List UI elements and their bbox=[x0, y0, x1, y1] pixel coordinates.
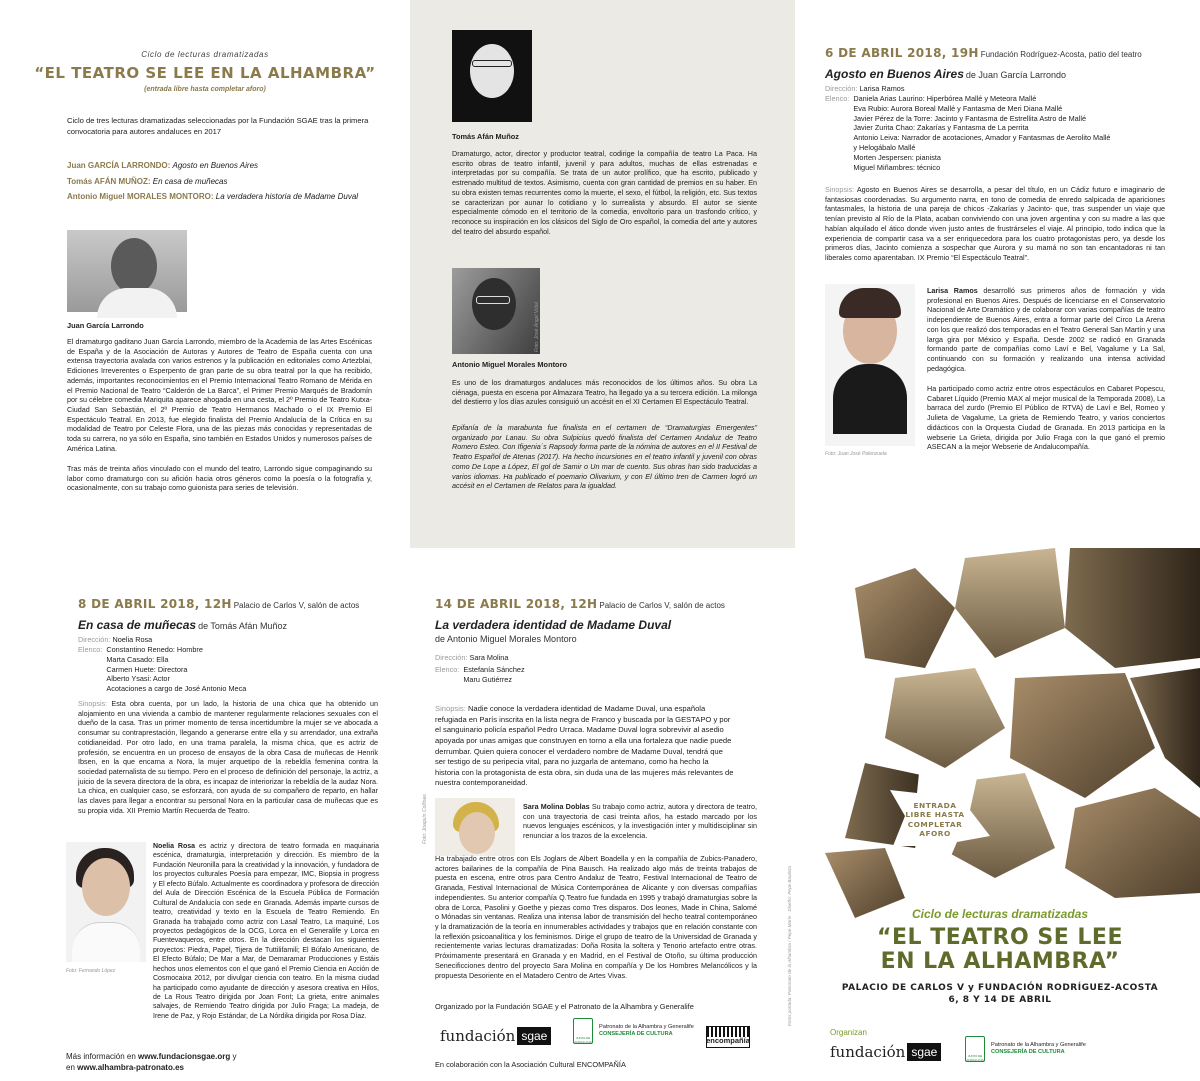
play-title: En casa de muñecas bbox=[78, 618, 197, 632]
photo-juan-garcia-larrondo bbox=[67, 230, 187, 312]
panel-reading-2 bbox=[0, 548, 410, 1081]
logo-fundacion-sgae: fundación sgae bbox=[440, 1026, 551, 1046]
panel-reading-1 bbox=[795, 0, 1200, 548]
work-item: Antonio Miguel MORALES MONTORO: La verdadera historia de Madame Duval bbox=[67, 192, 359, 202]
bio-larisa-1: Larisa Ramos desarrolló sus primeros años de formación y vida profesional en Buenos Aires. Después de licenciarse en el Conservatorio Nacional de Arte Dramático y de colaborar con varias compañías de teatro independiente de Buenos Aires, entra a formar parte del Circo La Arena con los que realizó dos temporadas en el Teatro General San Martín y una larga gira por México y España. Desde 2002 se radicó en Granada formando parte de compañías como Laví e Bel, Vagalume y La Sal, continuando con su formación y realizando una intensa actividad pedagógica. bbox=[927, 286, 1166, 373]
cast-item: y Helogábalo Mallé bbox=[853, 143, 916, 153]
bio-larrondo-2: Tras más de treinta años vinculado con el mundo del teatro, Larrondo sigue compaginando su labor como dramaturgo con su afición hacia otros géneros como la poesía o la fotografía y, ocasionalmente, con su trabajo como guionista para series de televisión. bbox=[67, 464, 372, 493]
synopsis: Sinopsis: Agosto en Buenos Aires se desarrolla, a pesar del título, en un Cádiz futuro e imaginario de fantasiosas coordenadas. Su argumento narra, en tono de comedia de enredo salpicada de apariciones fantasmales, la historia de una pareja de chicos -Zakarías y Jacinto- que, tras suspender un viaje que tenían previsto al Río de la Plata, acaban conviviendo con una joven argentina y con su madre a las que habían alquilado el ático donde viven justo antes de frustrárseles el viaje. Al principio, todo indica que la experiencia de compartir casa va a ser enriquecedora para los cuatro protagonistas pero, ya desde los primeros días, Jacinto comienza a sospechar que Aurora y su mamá no son tan encantadoras ni tan liberales como aparentaban. IX Premio “El Espectáculo Teatral”. bbox=[825, 185, 1165, 263]
play-author: de Antonio Miguel Morales Montoro bbox=[435, 634, 577, 644]
event-date: 6 DE ABRIL 2018, 19H bbox=[825, 46, 979, 60]
collage-shape bbox=[1065, 548, 1200, 668]
cast-item: Constantino Renedo: Hombre bbox=[106, 644, 203, 654]
collage-shape bbox=[955, 548, 1065, 658]
intro-text: Ciclo de tres lecturas dramatizadas seleccionadas por la Fundación SGAE tras la primera convocatoria para autores andaluces en 2017 bbox=[67, 116, 369, 136]
bio-sara-2: Ha trabajado entre otros con Els Joglars de Albert Boadella y en la compañía de Zubics-Panadero, actores bailarines de la compañía de Pina Bausch. Ha realizado algo más de treinta trabajos de puesta en escena, entre otros para Centro Andaluz de Teatro, Festival Internacional de Teatro de Granada, Festival Internacional de Música Contemporánea de Alicante y con diversas compañías independientes. Su anterior compañía Q.Teatro fue fundada en 1995 y trabajó dramaturgias sobre la obra de Lorca, Pasolini y Goethe y piezas como Tres disparos. Dos leones, Made in China, Salomé o Mónadas sin ventanas. Realiza una intensa labor de transmisión del hecho teatral contemporáneo y la dramatización de la teoría en innumerables actividades y trabajos que en relación constante con la reflexión psicoanalítica y los feminismos. Dirige el grupo de teatro de la Universidad de Granada y recientemente varias lecturas dramatizadas: Doña Rosita la soltera y Tenorio artefacto entre otras. Próximamente presentará en Granada y en Madrid, en el Festival de Otoño, su última producción Senecificciones dentro del proyecto Sara Molina en compañía y De los Hombres Melancólicos y la propuesta Desoriente en el Matadero Centro de Artes Vivas. bbox=[435, 854, 757, 980]
cast-item: Carmen Huete: Directora bbox=[106, 664, 188, 674]
play-title: La verdadera identidad de Madame Duval bbox=[435, 618, 672, 632]
collage-shape bbox=[1065, 788, 1200, 898]
synopsis: Sinopsis: Nadie conoce la verdadera identidad de Madame Duval, una española refugiada en París inscrita en la lista negra de Franco y buscada por la GESTAPO y por el sanguinario policía español Pedro Urraca. Madame Duval logra sobrevivir al asedio apoyada por unas amigas que construyen en torno a ella una fortaleza que nadie puede derrumbar. Quien quiera conocer el verdadero nombre de Madame Duval, tendrá que ser testigo de su peripecia vital, para no juzgarla de antemano, como ha hecho la historia con la protagonista de esta obra, sin duda una de las mujeres más relevantes de nuestra contemporaneidad. bbox=[435, 704, 734, 788]
event-venue: Palacio de Carlos V, salón de actos bbox=[233, 601, 360, 610]
bio-afan: Dramaturgo, actor, director y productor teatral, codirige la compañía de teatro La Paca. Ha escrito obras de teatro infantil, juvenil y para adultos, muchas de ellas estrenadas e interpretadas por su compañía. Se trata de un autor prolífico, que ha escrito, publicado y estrenado multitud de textos. Asimismo, cuenta con gran cantidad de premios en su haber. En su obra existen temas recurrentes como la muerte, el sexo, el fútbol, la religión, etc. Sus textos se caracterizan por aunar lo cotidiano y lo surrealista y absurdo. El autor se siente especialmente cómodo en el territorio de la comedia, envoltorio para un trasfondo crítico, y reconoce su inspiración en los clásicos del Siglo de Oro español, la comedia del arte y autores del teatro del absurdo español. bbox=[452, 149, 757, 236]
director-name: Larisa Ramos bbox=[859, 84, 905, 93]
work-item: Juan GARCÍA LARRONDO: Agosto en Buenos Aires bbox=[67, 161, 259, 170]
play-author: de Juan García Larrondo bbox=[965, 70, 1066, 80]
cast-item: Maru Gutiérrez bbox=[463, 674, 513, 684]
panel-intro bbox=[0, 0, 410, 548]
cast-item: Antonio Leiva: Narrador de acotaciones, Amador y Fantasmas de Aerolito Mallé bbox=[853, 133, 1111, 143]
cast-item: Estefanía Sánchez bbox=[463, 664, 525, 674]
organizan-label: Organizan bbox=[830, 1028, 867, 1037]
cycle-title: “EL TEATRO SE LEE EN LA ALHAMBRA” bbox=[34, 64, 376, 82]
link-alhambra-patronato[interactable]: www.alhambra-patronato.es bbox=[77, 1062, 184, 1072]
play-heading bbox=[78, 617, 287, 633]
panel-reading-3 bbox=[410, 548, 795, 1081]
credits-block: Dirección: Larisa Ramos Elenco: Daniela Arias Laurino: Hiperbórea Mallé y Meteora Mallé Eva Rubio: Aurora Boreal Mallé y Fantasma de Meri Diana Mallé Javier Pérez de la Torre: Jacinto y Fantasma de Estrellita Astro de Mallé Javier Zurita Chao: Zakarías y Fantasma de La perrita Antonio Leiva: Narrador de acotaciones, Amador y Fantasmas de Aerolito Mallé y Helogábalo Mallé Morten Jespersen: pianista Miguel Miñambres: técnico bbox=[825, 84, 1111, 172]
bio-larisa-2: Ha participado como actriz entre otros espectáculos en Cabaret Popescu, Cabaret Líquido (Premio MAX al mejor musical de la Temporada 2008), La barraca del zurdo (Premio El Público de RTVA) de Laví e Bel, Romeo y Julieta de Vagalume, La grieta de Remiendo Teatro, y varios conciertos didácticos con la Orquesta Ciudad de Granada. En 2013 participa en la webserie La Grieta, dirigida por Julio Fraga con la que ganó el premio ASECAN a la mejor Webserie de Andalucompañía. bbox=[927, 384, 1165, 452]
photo-credit: Foto: Juan José Palenzuela bbox=[825, 451, 887, 457]
cast-item: Eva Rubio: Aurora Boreal Mallé y Fantasma de Meri Diana Mallé bbox=[853, 103, 1063, 113]
patronato-logo: Patronato de la Alhambra y Generalife CONSEJERÍA DE CULTURA bbox=[991, 1042, 1086, 1056]
encompania-logo: encompañía bbox=[706, 1026, 750, 1048]
portrait-face bbox=[82, 858, 130, 916]
portrait-shirt bbox=[833, 364, 907, 434]
director-name: Noelia Rosa bbox=[112, 635, 153, 644]
collage-shape bbox=[1010, 673, 1155, 798]
junta-andalucia-logo: JUNTA DE ANDALUCIA bbox=[573, 1018, 593, 1044]
photo-sara-molina bbox=[435, 798, 515, 856]
portrait-face bbox=[111, 238, 157, 294]
play-title: Agosto en Buenos Aires bbox=[825, 67, 964, 81]
cover-title: “EL TEATRO SE LEE EN LA ALHAMBRA” bbox=[877, 925, 1123, 975]
photo-credit: Foto: Joaquín Collinas bbox=[422, 794, 428, 844]
photo-noelia-rosa bbox=[66, 842, 146, 962]
credits-block: Dirección: Noelia Rosa Elenco: Constantino Renedo: Hombre Marta Casado: Ella Carmen Huete: Directora Alberto Ysasi: Actor Acotaciones a cargo de José Antonio Meca bbox=[78, 635, 247, 694]
link-fundacionsgae[interactable]: www.fundacionsgae.org bbox=[138, 1052, 231, 1061]
photo-larisa-ramos bbox=[825, 284, 915, 446]
glasses-icon bbox=[472, 60, 512, 67]
portrait-shirt bbox=[97, 288, 177, 318]
cover-venues: PALACIO DE CARLOS V y FUNDACIÓN RODRÍGUEZ-ACOSTA bbox=[841, 983, 1159, 993]
cast-item: Morten Jespersen: pianista bbox=[853, 152, 941, 162]
portrait-face bbox=[472, 278, 516, 330]
work-item: Tomás AFÁN MUÑOZ: En casa de muñecas bbox=[67, 176, 228, 186]
bio-morales-1: Es uno de los dramaturgos andaluces más reconocidos de los últimos años. Su obra La ciénaga, puesta en escena por Almazara Teatro, ha llegado ya a su tercera edición. La milonga del destierro y los días azules consiguió un accésit en el XI Certamen El Espectáculo Teatral. bbox=[452, 378, 757, 407]
event-header bbox=[825, 45, 1142, 61]
portrait-hair bbox=[839, 288, 901, 318]
event-date: 8 DE ABRIL 2018, 12H bbox=[78, 597, 232, 611]
photo-antonio-morales bbox=[452, 268, 540, 354]
bio-sara-1: Sara Molina Doblas Su trabajo como actriz, autora y directora de teatro, con una trayectoria de casi treinta años, ha estado marcado por los nuevos lenguajes escénicos, y la investigación inter y multidisciplinar sin renunciar a los trazos de la excelencia. bbox=[523, 802, 757, 841]
event-header bbox=[78, 596, 359, 612]
cast-item: Alberto Ysasi: Actor bbox=[106, 674, 170, 684]
cast-item: Javier Zurita Chao: Zakarías y Fantasma de La perrita bbox=[853, 123, 1029, 133]
play-heading bbox=[825, 66, 1066, 82]
works-list bbox=[67, 158, 387, 205]
collage-shape bbox=[855, 568, 955, 668]
collaboration-note: En colaboración con la Asociación Cultural ENCOMPAÑÍA bbox=[435, 1060, 626, 1069]
photo-tomas-afan bbox=[452, 30, 532, 122]
logo-fundacion-sgae: fundación sgae bbox=[830, 1042, 941, 1062]
cast-item: Marta Casado: Ella bbox=[106, 654, 169, 664]
director-name: Sara Molina bbox=[469, 653, 509, 662]
cast-list bbox=[853, 94, 1110, 173]
portrait-face bbox=[459, 812, 495, 854]
credits-block: Dirección: Sara Molina Elenco: Estefanía Sánchez Maru Gutiérrez bbox=[435, 653, 525, 684]
panel-cover bbox=[787, 548, 1200, 1081]
cast-item: Miguel Miñambres: técnico bbox=[853, 162, 941, 172]
event-header bbox=[435, 596, 725, 612]
cast-item: Acotaciones a cargo de José Antonio Meca bbox=[106, 684, 247, 694]
event-venue: Palacio de Carlos V, salón de actos bbox=[599, 601, 725, 610]
author-name-morales: Antonio Miguel Morales Montoro bbox=[452, 360, 567, 369]
entry-free-badge: ENTRADA LIBRE HASTA COMPLETAR AFORO bbox=[905, 801, 965, 838]
cycle-subtitle: (entrada libre hasta completar aforo) bbox=[144, 86, 266, 93]
collage-shape bbox=[885, 668, 1005, 768]
organized-by: Organizado por la Fundación SGAE y el Patronato de la Alhambra y Generalife bbox=[435, 1002, 694, 1011]
patronato-logo: Patronato de la Alhambra y Generalife CONSEJERÍA DE CULTURA bbox=[599, 1024, 694, 1038]
play-author: de Tomás Afán Muñoz bbox=[198, 621, 287, 631]
panel-authors bbox=[410, 0, 795, 548]
bio-larrondo-1: El dramaturgo gaditano Juan García Larrondo, miembro de la Academia de las Artes Escénicas de España y de la Asociación de Autoras y Autores de Teatro de España cuenta con una extensa trayectoria avalada con varios estrenos y la publicación en editoriales como Artezblai, Ediciones Irreverentes o Esperpento de gran parte de su obra teatral por la que ha recibido, además, importantes reconocimientos en el Premio Internacional Teatro Romano de Mérida en el Premio Nacional de Teatro “Calderón de La Barca”, el Primer Premio Marqués de Bradomín por su célebre comedia Mariquita aparece ahogada en una cesta, el 2º Premio de Teatro Kutxa-Ciudad San Sebastián, el 2º Premio de Teatro Hermanos Machado o el IX Premio El Espectáculo Teatral. En 2013, fue elegido finalista del Premio Andalucía de la Crítica en su modalidad de Teatro por Celeste Flora, una de las piezas más conocidas y representadas de toda su carrera, no ya sólo en España, sino también en Estados Unidos y numerosos países de América Latina. bbox=[67, 337, 372, 453]
more-info: Más información en www.fundacionsgae.org y en www.alhambra-patronato.es bbox=[66, 1052, 237, 1072]
photo-credit: Foto: Fernando López bbox=[66, 968, 116, 974]
series-label: Ciclo de lecturas dramatizadas bbox=[141, 50, 269, 59]
cast-item: Javier Pérez de la Torre: Jacinto y Fantasma de Estrellita Astro de Mallé bbox=[853, 113, 1087, 123]
photo-credit: Foto: José Ángel Vidal bbox=[534, 302, 540, 352]
cover-series-label: Ciclo de lecturas dramatizadas bbox=[911, 907, 1089, 921]
cover-credit: Fotos portada: Patronato de la Alhambra / Pepe Marín · Diseño: Pepe Bautista bbox=[787, 866, 792, 1026]
cast-list bbox=[106, 645, 246, 694]
author-name-afan: Tomás Afán Muñoz bbox=[452, 132, 519, 141]
cast-list bbox=[463, 665, 524, 685]
cover-dates: 6, 8 Y 14 DE ABRIL bbox=[948, 995, 1052, 1005]
bio-noelia: Noelia Rosa es actriz y directora de teatro formada en maquinaria escénica, dramaturgia, interpretación y dirección. Es miembro de la Fundación Neuronilla para la creatividad y la innovación, y fundadora de los proyectos culturales Poesía para empezar, IMC, Biopsia in progress y El efecto Búfalo. Actualmente es coordinadora y profesora de dirección del Aula de Dirección Escénica de la Escuela Pública de Formación Cultural de Andalucía con sede en Granada. Además imparte cursos de teatro, creatividad y texto en la Escuela de Teatro Remiendo. En Granada ha trabajado como actriz con Lasal Teatro, La maquiné, Los proyectos pedagógicos de la OCG, Lorca en el Generalife y Lorca en Fuentevaqueros, entre otros. En la dirección destacan los siguientes proyectos: Piedra, Papel, Tijera de Tuttilifamili; El Búfalo Americano, de El Efecto Búfalo; De Mar a Mar, de Demaramar Producciones y Estáis hechos unos elementos con el que ganó el Premio Ciencia en Acción de Cosmocaixa 2012, por divulgar ciencia con teatro. En la misma ciudad ha participado como ayudante de dirección y asesora creativa en Hilos, de La Rous Teatro dirigida por Joan Font; La grieta, entre animales salvajes, de Remiendo Teatro dirigida por Julio Fraga; La madeja, de Irene de Paz, y Rojo Estándar, de La Nórdika dirigida por Rosa Díaz. bbox=[153, 843, 379, 1020]
portrait-face bbox=[470, 44, 514, 98]
photo-caption: Juan García Larrondo bbox=[67, 321, 144, 330]
portrait-shirt bbox=[72, 922, 140, 962]
synopsis: Sinopsis: Esta obra cuenta, por un lado, la historia de una chica que ha obtenido un alojamiento en una vivienda a cambio de mantener regularmente relaciones sexuales con el dueño de la casa. Tras un primer momento de tensa incertidumbre la mujer se ve abocada a consumar su contraprestación, llegando a generarse entre ella y su arrendador, una extraña cotidianeidad. Por otro lado, en una trama paralela, la misma chica, que es actriz de profesión, se encuentra en un proceso de ensayos de la obra Casa de muñecas de Henrik Ibsen, en la que encarna a Nora, la mujer arquetipo de la rebeldía femenina contra la sociedad paternalista de su tiempo. Pero en el proceso de definición del personaje, la actriz, a juicio de la severa directora de la obra, es incapaz de interiorizar la rebeldía de la audaz Nora. La chica, en cualquier caso, se esforzará, con ayuda de su compañero de reparto, en hallar las claves para llegar a encontrar su personal Nora en la particular casa de muñecas que es su propia vida. XII Premio Martín Recuerda de Teatro. bbox=[78, 699, 379, 815]
bio-morales-2: Epifanía de la marabunta fue finalista en el certamen de “Dramaturgias Emergentes” organizado por Lanau. Su obra Sulpicius quedó finalista del Certamen Andaluz de Teatro Romero Esteo. Con Ifigenia´s Rapsody forma parte de la nómina de autores en el II Festival de Teatro Español de Atenas (2017). Ha hecho incursiones en el teatro infantil y juvenil con obras como De Lope a López, El gol de Samir o Un mar de cuento. Sus obras han sido traducidas a varios idiomas. Ha publicado el poemario Olivarium, y con El último tren de Carmen logró un accésit en el Certamen de Relatos para la igualdad. bbox=[452, 423, 757, 491]
event-date: 14 DE ABRIL 2018, 12H bbox=[435, 597, 598, 611]
event-venue: Fundación Rodríguez-Acosta, patio del teatro bbox=[980, 50, 1142, 59]
cast-item: Daniela Arias Laurino: Hiperbórea Mallé y Meteora Mallé bbox=[853, 93, 1037, 103]
glasses-icon bbox=[476, 296, 510, 304]
junta-andalucia-logo: JUNTA DE ANDALUCIA bbox=[965, 1036, 985, 1062]
